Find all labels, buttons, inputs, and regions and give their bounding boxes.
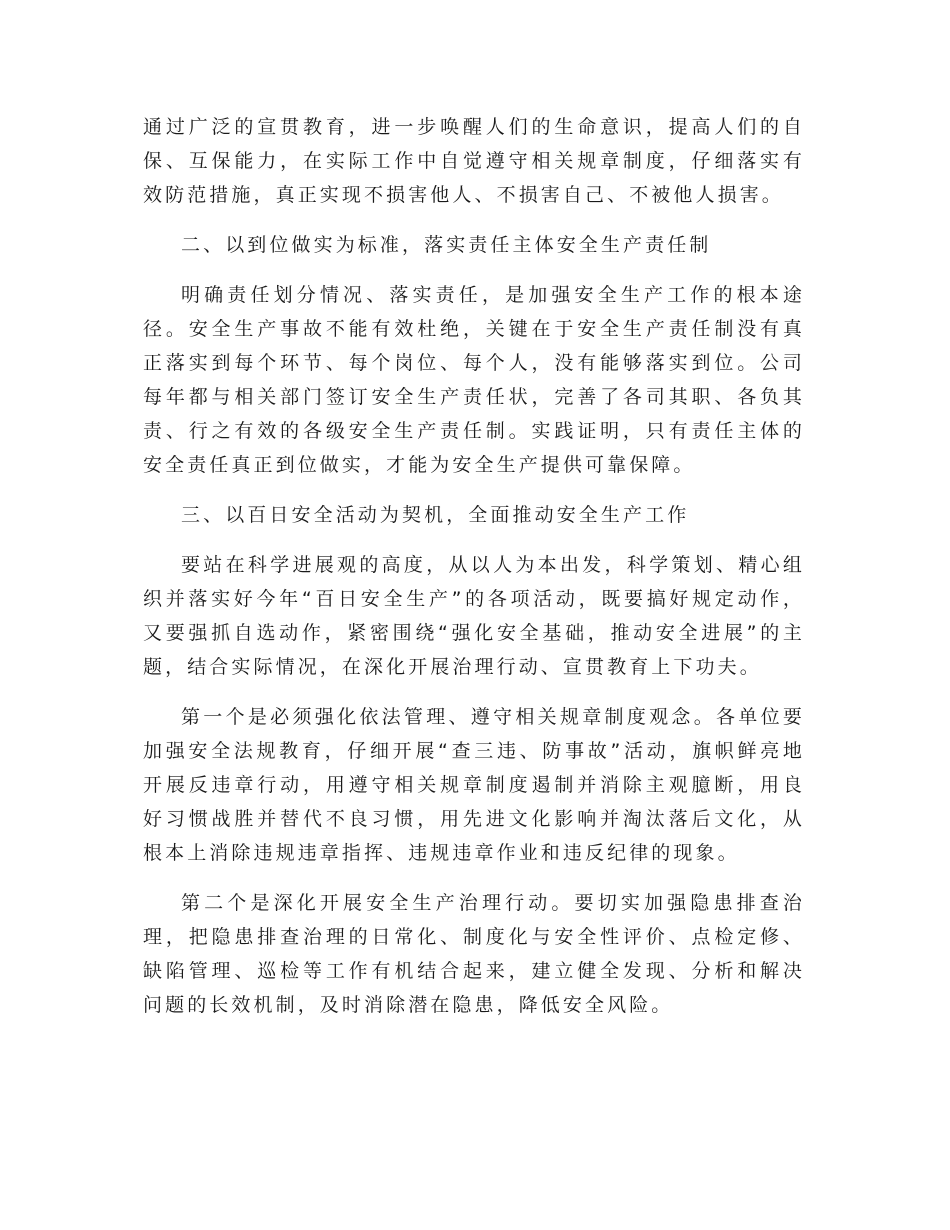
paragraph-hundred-days: 要站在科学进展观的高度，从以人为本出发，科学策划、精心组织并落实好今年“百日安全生产”的各项活动，既要搞好规定动作，又要强抓自选动作，紧密围绕“强化安全基础，推动安全进展”的主题，结合实际情况，在深化开展治理行动、宣贯教育上下功夫。 — [143, 554, 805, 678]
section-heading-2: 二、以到位做实为标准，落实责任主体安全生产责任制 — [181, 234, 712, 256]
paragraph-second-point: 第二个是深化开展安全生产治理行动。要切实加强隐患排查治理，把隐患排查治理的日常化、制度化与安全性评价、点检定修、缺陷管理、巡检等工作有机结合起来，建立健全发现、分析和解决问题的长效机制，及时消除潜在隐患，降低安全风险。 — [143, 892, 805, 1016]
section-heading-3: 三、以百日安全活动为契机，全面推动安全生产工作 — [181, 504, 690, 526]
document-body — [143, 110, 805, 1038]
paragraph-first-point: 第一个是必须强化依法管理、遵守相关规章制度观念。各单位要加强安全法规教育，仔细开展“查三违、防事故”活动，旗帜鲜亮地开展反违章行动，用遵守相关规章制度遏制并消除主观臆断，用良好习惯战胜并替代不良习惯，用先进文化影响并淘汰落后文化，从根本上消除违规违章指挥、违规违章作业和违反纪律的现象。 — [143, 706, 805, 864]
paragraph-continuation: 通过广泛的宣贯教育，进一步唤醒人们的生命意识，提高人们的自保、互保能力，在实际工作中自觉遵守相关规章制度，仔细落实有效防范措施，真正实现不损害他人、不损害自己、不被他人损害。 — [143, 116, 805, 206]
paragraph-responsibility: 明确责任划分情况、落实责任，是加强安全生产工作的根本途径。安全生产事故不能有效杜绝，关键在于安全生产责任制没有真正落实到每个环节、每个岗位、每个人，没有能够落实到位。公司每年都与相关部门签订安全生产责任状，完善了各司其职、各负其责、行之有效的各级安全生产责任制。实践证明，只有责任主体的安全责任真正到位做实，才能为安全生产提供可靠保障。 — [143, 284, 805, 476]
